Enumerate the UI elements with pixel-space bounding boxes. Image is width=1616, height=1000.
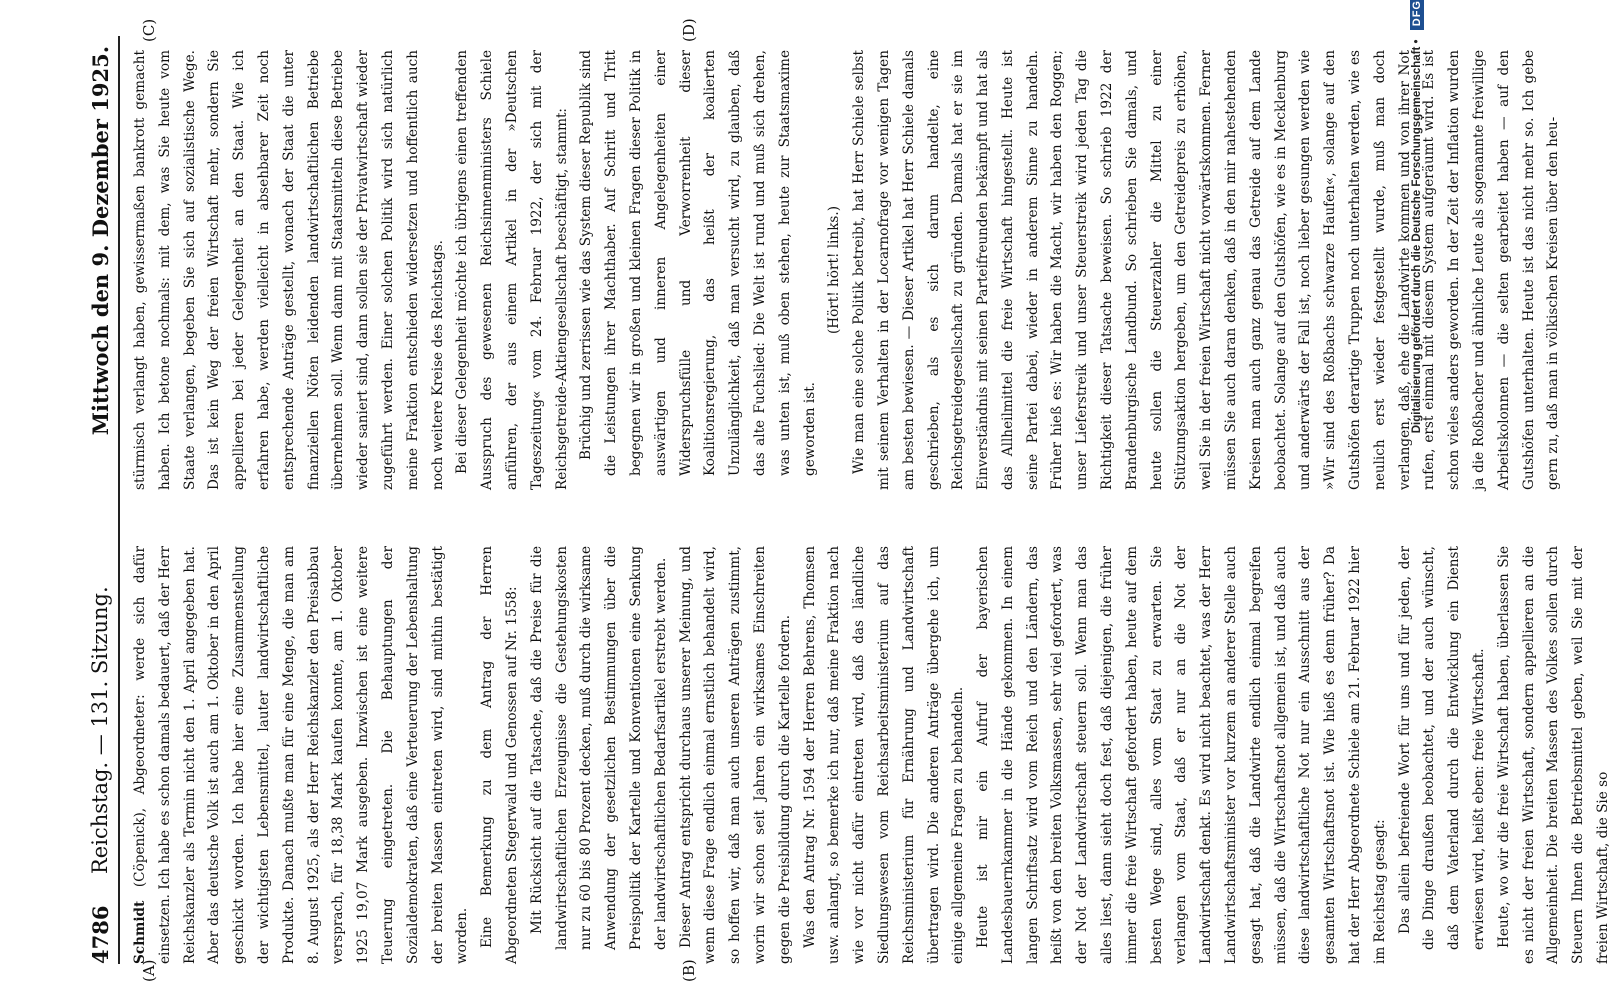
- margin-mark-d: (D): [680, 18, 698, 42]
- paragraph: [1393, 546, 1492, 964]
- paragraph-text: Mit Rücksicht auf die Tatsache, daß die Preise für die landwirtschaftlichen Erzeugnisse die Gestehungskosten nur zu 60 bis 80 Prozent decken, muß durch die wirksame Anwendung der gesetzlichen Bestimmungen über die Preispolitik der Kartelle und Konventionen eine Senkung der landwirtschaftlichen Bedarfsartikel erstrebt werden.: [528, 546, 669, 950]
- paragraph: [674, 546, 798, 964]
- paragraph-text: Wie man eine solche Politik betreibt, hat Herr Schiele selbst mit seinem Verhalten in der Locarnofrage vor wenigen Tagen am besten bewiesen. — Dieser Artikel hat Herr Schiele damals geschrieben, als es sich darum handelte, eine Reichsgetreidegesellschaft zu gründen. Damals hat er sie im Einverständnis mit seinen Parteifreunden bekämpft und hat als das Allheilmittel die freie Wirtschaft hingestellt. Heute ist seine Partei dabei, wieder in anderem Sinne zu handeln. Früher hieß es: Wir haben die Macht, wir haben den Roggen; unser Lieferstreik und unser Steuerstreik wird jeden Tag die Richtigkeit dieser Tatsache beweisen. So schrieb 1922 der Brandenburgische Landbund. So schrieben Sie damals, und heute sollen die Steuerzahler die Mittel zu einer Stützungsaktion hergeben, um den Getreidepreis zu erhöhen, weil Sie in der freien Wirtschaft nicht vorwärtskommen. Ferner müssen Sie auch daran denken, daß in den mir nahestehenden Kreisen man auch ganz genau das Getreide auf dem Lande beobachtet. Solange auf den Gutshöfen, wie es in Mecklenburg und anderwärts der Fall ist, noch lieber gesungen werden wie »Wir sind des Roßbachs schwarze Haufen«, solange auf den Gutshöfen derartige Truppen noch unterhalten werden, wie es neulich erst wieder festgestellt wurde, muß man doch verlangen, daß, ehe die Landwirte kommen und von ihrer Not rufen, erst einmal mit diesem System aufgeräumt wird. Es ist schon vieles anders geworden. In der Zeit der Inflation wurden ja die Roßbacher und ähnliche Leute als sogenannte freiwillige Arbeitskolonnen — die selten gearbeitet haben — auf den Gutshöfen unterhalten. Heute ist das nicht mehr so. Ich gebe gern zu, daß man in völkischen Kreisen über den heu-: [851, 50, 1562, 490]
- margin-mark-b: (B): [680, 959, 698, 982]
- paragraph: [822, 50, 847, 490]
- left-text-column: [128, 546, 1612, 964]
- paragraph: [1492, 546, 1616, 964]
- paragraph-text: Heute ist mir ein Aufruf der bayerischen Landesbauernkammer in die Hände gekommen. In einem langen Schriftsatz wird vom Reich und den Ländern, das heißt von den breiten Volksmassen, sehr viel gefordert, was der Not der Landwirtschaft steuern soll. Wenn man das alles liest, dann sieht doch fest, daß diejenigen, die früher immer die freie Wirtschaft gefordert haben, heute auf dem besten Wege sind, alles vom Staat zu erwarten. Sie verlangen vom Staat, daß er nur an die Not der Landwirtschaft denkt. Es wird nicht beachtet, was der Herr Landwirtschaftsminister vor kurzem an anderer Stelle auch gesagt hat, daß die Landwirte endlich einmal begreifen müssen, daß die Wirtschaftsnot allgemein ist, und daß auch diese landwirtschaftliche Not nur ein Ausschnitt aus der gesamten Wirtschaftsnot ist. Wie hieß es denn früher? Da hat der Herr Abgeordnete Schiele am 21. Februar 1922 hier im Reichstag gesagt:: [975, 546, 1388, 964]
- page-header: [84, 36, 120, 964]
- paragraph-text: stürmisch verlangt haben, gewissermaßen bankrott gemacht haben. Ich betone nochmals: mit dem, was Sie heute vom Staate verlangen, begeben Sie sich auf sozialistische Wege. Das ist kein Weg der freien Wirtschaft mehr, sondern Sie appellieren bei jeder Gelegenheit an den Staat. Wie ich erfahren habe, werden vielleicht in absehbarer Zeit noch entsprechende Anträge gestellt, wonach der Staat die unter finanziellen Nöten leidenden landwirtschaftlichen Betriebe übernehmen soll. Wenn dann mit Staatsmitteln diese Betriebe wieder saniert sind, dann sollen sie der Privatwirtschaft wieder zugeführt werden. Einer solchen Politik wird sich natürlich meine Fraktion entschieden widersetzen und hoffentlich auch noch weitere Kreise des Reichstags.: [132, 50, 446, 490]
- margin-mark-a: (A): [140, 959, 158, 982]
- paragraph-text: (Cöpenick), Abgeordneter: werde sich dafür einsetzen. Ich habe es schon damals bedauert, daß der Herr Reichskanzler als Termin nicht den 1. April angegeben hat. Aber das deutsche Volk ist auch am 1. Oktober in den April geschickt worden. Ich habe hier eine Zusammenstellung der wichtigsten Lebensmittel, lauter landwirtschaftliche Produkte. Danach mußte man für eine Menge, die man am 8. August 1925, als der Herr Reichskanzler den Preisabbau versprach, für 18,38 Mark kaufen konnte, am 1. Oktober 1925 19,07 Mark ausgeben. Inzwischen ist eine weitere Teuerung eingetreten. Die Behauptungen der Sozialdemokraten, daß eine Verteuerung der Lebenshaltung der breiten Massen eintreten wird, sind mithin bestätigt worden.: [132, 546, 471, 964]
- paragraph: [574, 50, 822, 490]
- paragraph-text: Bei dieser Gelegenheit möchte ich übrigens einen treffenden Ausspruch des gewesenen Reichsinnenministers Schiele anführen, der aus einem Artikel in der »Deutschen Tageszeitung« vom 24. Februar 1922, der sich mit der Reichsgetreide-Aktiengesellschaft beschäftigt, stammt:: [454, 50, 570, 490]
- paragraph-text: (Hört! hört! links.): [826, 205, 843, 335]
- paragraph-text: Das allein befreiende Wort für uns und für jeden, der die Dinge draußen beobachtet, und der auch wünscht, daß dem Vaterland durch die Entwicklung ein Dienst erwiesen wird, heißt eben: freie Wirtschaft.: [1396, 546, 1488, 950]
- session-date: Mittwoch den 9. Dezember 1925.: [88, 46, 113, 436]
- digitization-credit: [1410, 0, 1432, 996]
- paragraph-text: Brüchig und zerrissen wie das System dieser Republik sind die Leistungen ihrer Machthaber. Auf Schritt und Tritt begegnen wir in großen und kleinen Fragen dieser Politik in auswärtigen und inneren Angelegenheiten einer Widerspruchsfülle und Verworrenheit dieser Koalitionsregierung, das heißt der koalierten Unzulänglichkeit, daß man versucht wird, zu glauben, daß das alte Fuchslied: Die Welt ist rund und muß sich drehen, was unten ist, muß oben stehen, heute zur Staatsmaxime geworden ist.: [578, 50, 818, 476]
- paragraph-text: Eine Bemerkung zu dem Antrag der Herren Abgeordneten Stegerwald und Genossen auf Nr. 1558:: [479, 546, 520, 964]
- paragraph: [475, 546, 525, 964]
- paragraph: [525, 546, 674, 964]
- dfg-logo: DFG: [1410, 0, 1424, 30]
- paragraph: [847, 50, 1566, 490]
- paragraph-text: Heute, wo wir die freie Wirtschaft haben, überlassen Sie es nicht der freien Wirtschaft, sondern appellieren an die Allgemeinheit. Die breiten Massen des Volkes sollen durch Steuern Ihnen die Betriebsmittel geben, weil Sie mit der freien Wirtschaft, die Sie so: [1495, 546, 1612, 964]
- credit-text: Digitalisierung gefördert durch die Deutsche Forschungsgemeinschaft •: [1411, 39, 1423, 434]
- paragraph-text: Was den Antrag Nr. 1594 der Herren Behrens, Thomsen usw. anlangt, so bemerke ich nur, daß meine Fraktion nach wie vor nicht dafür eintreten wird, daß das ländliche Siedlungswesen vom Reichsarbeitsministerium auf das Reichsministerium für Ernährung und Landwirtschaft übertragen wird. Die anderen Anträge übergehe ich, um einige allgemeine Fragen zu behandeln.: [801, 546, 967, 964]
- paragraph: [450, 50, 574, 490]
- speaker-name: Schmidt: [132, 900, 148, 964]
- paragraph: [798, 546, 972, 964]
- paragraph-text: Dieser Antrag entspricht durchaus unserer Meinung, und wenn diese Frage endlich einmal ernstlich behandelt wird, so hoffen wir, daß man auch unseren Anträgen zustimmt, worin wir schon seit Jahren ein wirksames Einschreiten gegen die Preisbildung durch die Kartelle fordern.: [677, 546, 793, 964]
- page-number: 4786: [88, 905, 113, 964]
- margin-mark-c: (C): [140, 18, 158, 42]
- paragraph: [971, 546, 1393, 964]
- paragraph: [128, 50, 450, 490]
- paragraph: [128, 546, 475, 964]
- session-title: Reichstag. — 131. Sitzung.: [88, 586, 112, 874]
